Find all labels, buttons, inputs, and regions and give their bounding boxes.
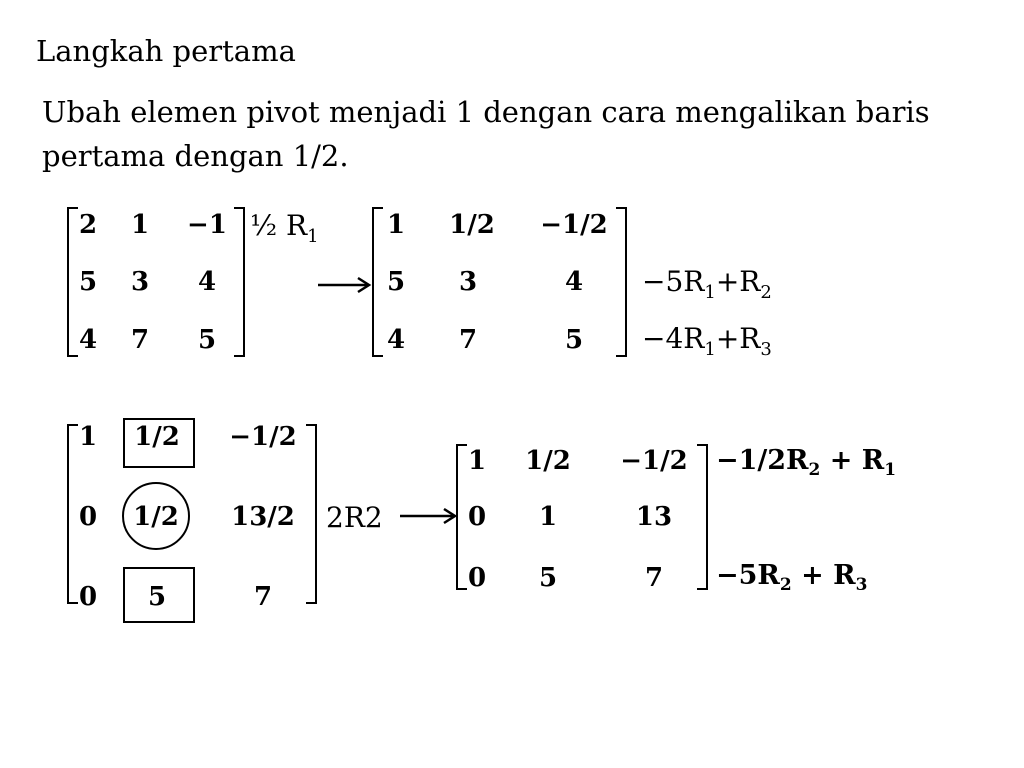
matrix-b-cell: 3	[458, 267, 478, 297]
matrix-c-cell: 5	[147, 582, 167, 612]
operation-half-r1: ½ $R_1$	[250, 209, 319, 247]
operation-row2: $-5R_1+R_2$	[642, 265, 772, 303]
matrix-b-cell: 5	[564, 325, 584, 355]
matrix-a-cell: 2	[78, 210, 98, 240]
matrix-c-cell: 0	[78, 582, 98, 612]
matrix-d-cell: 1	[467, 446, 487, 476]
matrix-a-cell: 1	[130, 210, 150, 240]
matrix-c-cell: 1/2	[133, 502, 179, 532]
matrix-d-cell: −1/2	[620, 446, 688, 476]
matrix-b-cell: −1/2	[540, 210, 608, 240]
matrix-a-cell: 4	[78, 325, 98, 355]
step-description: Ubah elemen pivot menjadi 1 dengan cara mengalikan baris pertama dengan 1/2.	[42, 95, 930, 173]
matrix-d-cell: 1/2	[525, 446, 571, 476]
matrix-d-cell: 13	[635, 502, 673, 532]
matrix-b-cell: 4	[564, 267, 584, 297]
matrix-d-cell: 0	[467, 563, 487, 593]
matrix-c-cell: 13/2	[231, 502, 295, 532]
matrix-a-cell: 3	[130, 267, 150, 297]
matrix-a-cell: 5	[78, 267, 98, 297]
matrix-b-cell: 7	[458, 325, 478, 355]
matrix-c-cell: 7	[253, 582, 273, 612]
operation-2r2: 2R2	[326, 501, 383, 534]
step-heading: Langkah pertama	[36, 34, 296, 68]
matrix-d-cell: 1	[538, 502, 558, 532]
matrix-b-cell: 1/2	[449, 210, 495, 240]
matrix-b-cell: 4	[386, 325, 406, 355]
operation-row3: $-4R_1+R_3$	[642, 322, 772, 360]
matrix-a-cell: 5	[197, 325, 217, 355]
matrix-b-cell: 1	[386, 210, 406, 240]
matrix-d-cell: 7	[644, 563, 664, 593]
matrix-b-cell: 5	[386, 267, 406, 297]
right-arrow-icon	[398, 506, 458, 526]
matrix-c-cell: 1	[78, 422, 98, 452]
right-arrow-icon	[316, 275, 372, 295]
matrix-d-cell: 5	[538, 563, 558, 593]
matrix-c-cell: 0	[78, 502, 98, 532]
operation-row1: $-1/2R_2 + R_1$	[716, 445, 897, 480]
operation-row3: $-5R_2 + R_3$	[716, 560, 868, 595]
matrix-a-cell: 4	[197, 267, 217, 297]
matrix-a-cell: −1	[187, 210, 227, 240]
matrix-c-cell: −1/2	[229, 422, 297, 452]
matrix-c-cell: 1/2	[134, 422, 180, 452]
matrix-a-cell: 7	[130, 325, 150, 355]
matrix-d-cell: 0	[467, 502, 487, 532]
